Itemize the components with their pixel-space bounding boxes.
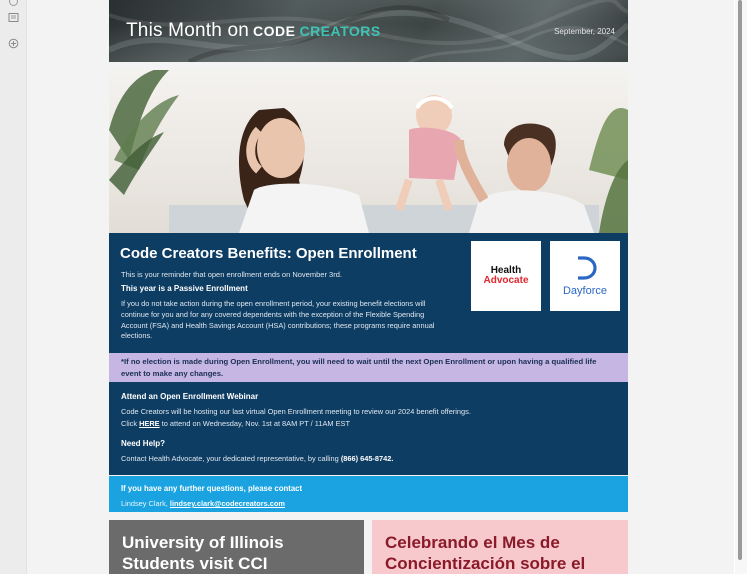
scrollbar-thumb[interactable] xyxy=(738,0,742,560)
webinar-heading: Attend an Open Enrollment Webinar xyxy=(121,392,259,401)
contact-line xyxy=(121,499,285,508)
contact-section xyxy=(109,476,628,512)
health-advocate-logo[interactable] xyxy=(471,241,541,311)
webinar-schedule: to attend on Wednesday, Nov. 1st at 8AM PT / 11AM EST xyxy=(161,419,350,428)
side-rail xyxy=(0,0,27,574)
webinar-section xyxy=(109,382,628,475)
webinar-here-link[interactable]: HERE xyxy=(139,419,160,428)
election-notice xyxy=(109,353,628,382)
pages-icon[interactable] xyxy=(7,11,20,24)
health-advocate-line1: Health xyxy=(490,265,522,276)
man-figure xyxy=(459,123,594,233)
baby-figure xyxy=(399,95,461,210)
article-title-celebrando xyxy=(385,532,585,574)
dayforce-mark-icon xyxy=(572,255,598,281)
health-advocate-wordmark xyxy=(483,266,528,286)
need-help-text xyxy=(121,454,393,463)
brand-code: CODE xyxy=(253,23,296,39)
webinar-line2 xyxy=(121,419,350,428)
benefits-section xyxy=(109,233,628,353)
contact-email-link[interactable]: lindsey.clark@codecreators.com xyxy=(169,499,285,508)
plant-left xyxy=(109,70,179,195)
woman-figure xyxy=(239,108,369,233)
help-phone-number: (866) 645-8742. xyxy=(340,454,394,463)
hero-family-photo xyxy=(109,70,628,233)
article-title-celebrando-line2: Concientización sobre el xyxy=(385,554,586,573)
article-card-celebrando[interactable] xyxy=(372,520,628,574)
webinar-line1: Code Creators will be hosting our last virtual Open Enrollment meeting to review our 2024 benefit offerings. xyxy=(121,407,471,416)
dayforce-logo[interactable] xyxy=(550,241,620,311)
help-contact-text: Contact Health Advocate, your dedicated representative, by calling xyxy=(121,454,339,463)
article-title-celebrando-line1: Celebrando el Mes de xyxy=(385,533,560,552)
add-circle-icon[interactable] xyxy=(7,37,20,50)
article-title-illinois-line1: University of Illinois xyxy=(122,533,284,552)
partial-icon[interactable] xyxy=(7,0,20,8)
vertical-scrollbar[interactable] xyxy=(735,0,747,574)
masthead-title-prefix: This Month on xyxy=(126,20,249,41)
issue-date: September, 2024 xyxy=(554,27,615,36)
masthead-banner xyxy=(109,0,628,62)
election-notice-text: *If no election is made during Open Enrollment, you will need to wait until the next Open Enrollment or upon having a qualified life event to make any changes. xyxy=(121,357,597,378)
dayforce-wordmark: Dayforce xyxy=(562,285,608,297)
passive-enrollment-text: If you do not take action during the open enrollment period, your existing benefit elections will continue for you and for any covered dependents with the exception of the Flexible Spending Account (FSA) and Health Savings Account (HSA) contributions; these programs require annual elections. xyxy=(121,299,435,341)
passive-enrollment-heading: This year is a Passive Enrollment xyxy=(121,284,248,293)
need-help-heading: Need Help? xyxy=(121,439,166,448)
article-card-illinois[interactable] xyxy=(109,520,364,574)
article-title-illinois-line2: Students visit CCI xyxy=(122,554,268,573)
article-title-illinois xyxy=(122,532,284,574)
webinar-click-prefix: Click xyxy=(121,419,138,428)
enrollment-reminder: This is your reminder that open enrollment ends on November 3rd. xyxy=(121,270,342,279)
benefits-title: Code Creators Benefits: Open Enrollment xyxy=(120,245,417,262)
brand-creators: CREATORS xyxy=(299,23,381,39)
health-advocate-line2: Advocate xyxy=(483,275,529,286)
masthead-title xyxy=(126,20,381,42)
contact-name: Lindsey Clark, xyxy=(121,499,168,508)
contact-heading: If you have any further questions, please contact xyxy=(121,484,303,493)
newsletter xyxy=(109,0,628,574)
